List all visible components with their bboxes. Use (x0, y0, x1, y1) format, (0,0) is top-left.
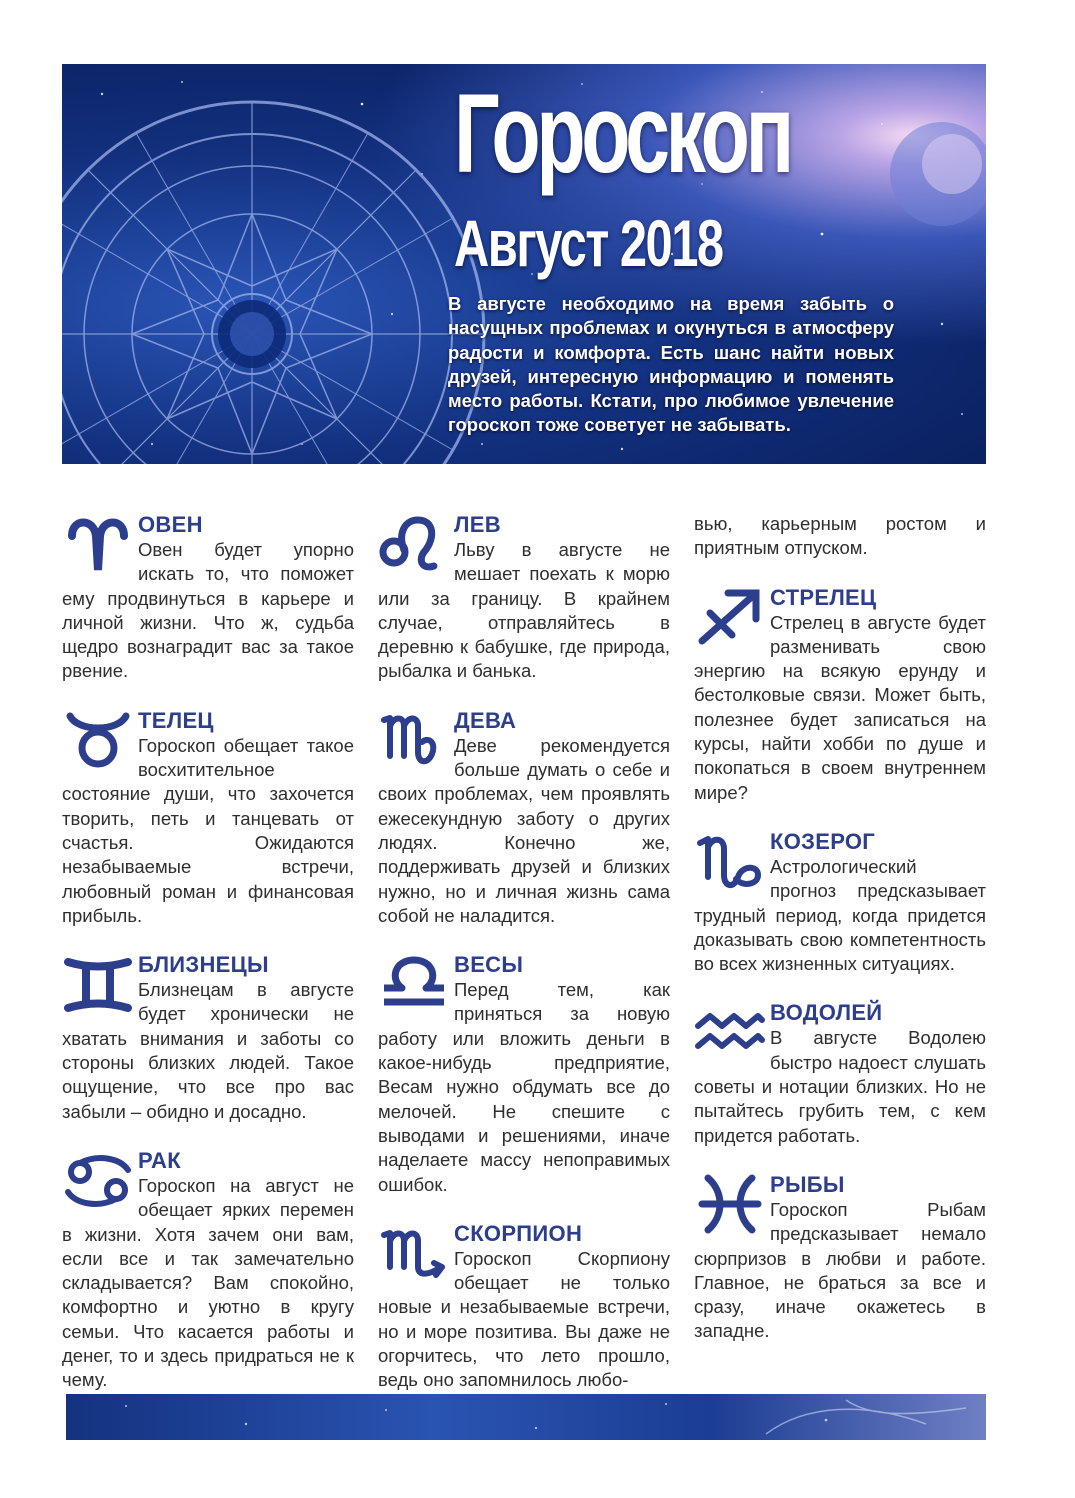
sign-libra (378, 952, 670, 1197)
sign-text: Гороскоп Скорпиону обещает не только новые и незабываемые встречи, но и море позитива. Вы даже не огорчитесь, что лето прошло, ведь оно запомнилось любо- (378, 1247, 670, 1391)
sign-leo (378, 512, 670, 684)
sign-name: ДЕВА (454, 707, 517, 733)
aries-icon (62, 514, 138, 574)
header-banner (62, 64, 986, 464)
sign-name: РАК (138, 1147, 181, 1173)
sign-text: Гороскоп Рыбам предсказывает немало сюрпризов в любви и работе. Главное, не браться за все и сразу, иначе окажетесь в западне. (694, 1198, 986, 1342)
column-2 (378, 512, 670, 1393)
sign-name: СКОРПИОН (454, 1220, 583, 1246)
page-subtitle: Август 2018 (454, 206, 723, 280)
sign-name: ТЕЛЕЦ (138, 707, 214, 733)
sign-virgo (378, 708, 670, 928)
taurus-icon (62, 710, 138, 770)
sign-name: ВЕСЫ (454, 952, 524, 978)
column-1 (62, 512, 354, 1417)
sign-name: РЫБЫ (770, 1171, 845, 1197)
constellation-decoration (66, 1394, 986, 1440)
sign-text: Деве рекомендуется больше думать о себе и своих проблемах, чем проявлять ежесекундную заботу о других людях. Конечно же, поддерживать друзей и близких нужно, но и личная жизнь сама собой не наладится. (378, 734, 670, 926)
virgo-icon (378, 710, 454, 770)
sign-text: Перед тем, как приняться за новую работу или вложить деньги в какое-нибудь предприятие, Весам нужно обдумать все до мелочей. Не спешите с выводами и решениями, иначе наделаете массу непоправимых ошибок. (378, 979, 670, 1195)
sign-text: Близнецам в августе будет хронически не хватать внимания и заботы со стороны близких людей. Такое ощущение, что все про вас забыли – обидно и досадно. (62, 979, 354, 1122)
libra-icon (378, 954, 454, 1014)
sign-text: Гороскоп обещает такое восхитительное состояние души, что захочется творить, петь и танцевать от счастья. Ожидаются незабываемые встречи, любовный роман и финансовая прибыль. (62, 734, 354, 926)
pisces-icon (694, 1174, 770, 1234)
sign-cancer (62, 1148, 354, 1393)
sign-text: Астрологический прогноз предсказывает трудный период, когда придется доказывать свою компетентность во всех жизненных ситуациях. (694, 855, 986, 975)
scorpio-continuation: вью, карьерным ростом и приятным отпуском. (694, 513, 986, 559)
sign-aquarius (694, 1000, 986, 1147)
scorpio-icon (378, 1223, 454, 1283)
intro-text: В августе необходимо на время забыть о насущных проблемах и окунуться в атмосферу радости и комфорта. Есть шанс найти новых друзей, интересную информацию и поменять место работы. Кстати, про любимое увлечение гороскоп тоже советует не забывать. (448, 293, 894, 436)
sign-name: ЛЕВ (454, 512, 501, 537)
aquarius-icon (694, 1002, 770, 1062)
sign-name: БЛИЗНЕЦЫ (138, 952, 269, 978)
sign-text: Льву в августе не мешает поехать к морю или за границу. В крайнем случае, отправляйтесь в деревню к бабушке, где природа, рыбалка и банька. (378, 539, 670, 682)
sign-text: Овен будет упорно искать то, что поможет ему продвинуться в карьере и личной жизни. Что ж, судьба щедро вознаградит вас за такое рвение. (62, 539, 354, 682)
sign-aries (62, 512, 354, 684)
sign-scorpio (378, 1221, 670, 1393)
gemini-icon (62, 954, 138, 1014)
sign-gemini (62, 952, 354, 1124)
leo-icon (378, 514, 454, 574)
sign-text: Стрелец в августе будет разменивать свою энергию на всякую ерунду и бестолковые связи. Может быть, полезнее будет записаться на курсы, найти хобби по душе и покопаться в своем внутреннем мире? (694, 611, 986, 803)
capricorn-icon (694, 831, 770, 891)
sign-capricorn (694, 829, 986, 976)
sign-text: В августе Водолею быстро надоест слушать советы и нотации близких. Но не пытайтесь грубить тем, с кем придется работать. (694, 1027, 986, 1146)
sign-sagittarius (694, 585, 986, 805)
column-3 (694, 512, 986, 1344)
sign-pisces (694, 1172, 986, 1344)
sagittarius-icon (694, 587, 770, 647)
sign-name: ОВЕН (138, 512, 203, 537)
footer-banner (66, 1394, 986, 1440)
page-title: Гороскоп (454, 71, 790, 196)
cancer-icon (62, 1150, 138, 1210)
sign-taurus (62, 708, 354, 928)
sign-name: ВОДОЛЕЙ (770, 1000, 883, 1026)
sign-name: КОЗЕРОГ (770, 828, 876, 854)
sign-name: СТРЕЛЕЦ (770, 584, 877, 610)
sign-text: Гороскоп на август не обещает ярких перемен в жизни. Хотя зачем они вам, если все и так замечательно складывается? Вам спокойно, комфортно и уютно в кругу семьи. Что касается работы и денег, то и здесь придраться не к чему. (62, 1174, 354, 1391)
